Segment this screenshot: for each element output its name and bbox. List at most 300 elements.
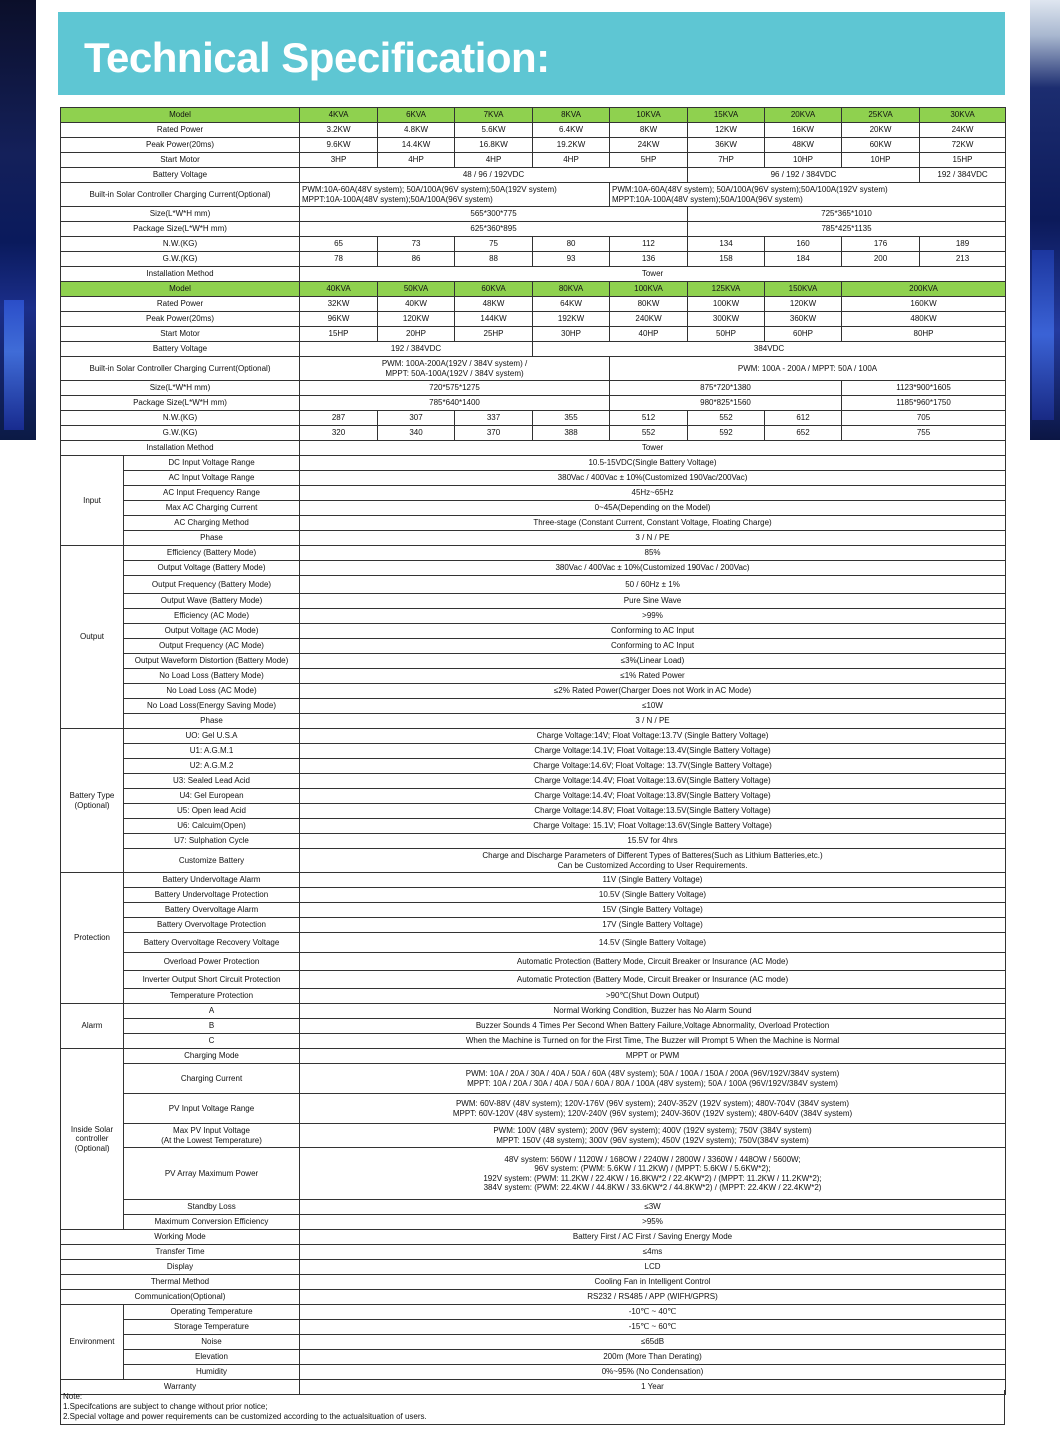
table-cell	[300, 1290, 1006, 1305]
cell-text: N.W.(KG)	[162, 413, 198, 423]
cell-text: Battery Undervoltage Protection	[154, 890, 269, 900]
table-cell	[688, 207, 1006, 222]
table-cell	[610, 426, 688, 441]
cell-text: 80HP	[913, 329, 934, 339]
table-row	[61, 1335, 1006, 1350]
table-cell	[533, 426, 610, 441]
model-name	[688, 108, 765, 123]
cell-text: 20KW	[869, 125, 892, 135]
table-row	[61, 531, 1006, 546]
table-cell	[300, 1004, 1006, 1019]
cell-text: G.W.(KG)	[162, 428, 198, 438]
row-label	[61, 267, 300, 282]
table-cell	[533, 297, 610, 312]
cell-text: Battery Overvoltage Alarm	[164, 905, 259, 915]
cell-text: U5: Open lead Acid	[177, 806, 246, 816]
cell-text: AC Input Frequency Range	[163, 488, 260, 498]
table-row	[61, 669, 1006, 684]
cell-text: 4KVA	[328, 110, 349, 120]
row-label	[124, 903, 300, 918]
model-name	[688, 282, 765, 297]
table-cell	[300, 486, 1006, 501]
table-cell	[300, 1230, 1006, 1245]
cell-text: Temperature Protection	[169, 991, 254, 1001]
cell-text: 3HP	[330, 155, 347, 165]
cell-text: PWM:10A-60A(48V system); 50A/100A(96V system);50A(192V system)	[302, 185, 557, 194]
cell-text: Input	[83, 495, 101, 505]
table-cell	[688, 123, 765, 138]
table-cell	[300, 819, 1006, 834]
cell-text: PWM: 100V (48V system); 200V (96V system); 400V (192V system); 750V (384V system)	[493, 1126, 812, 1135]
note-heading: Note:	[63, 1392, 83, 1401]
row-label	[124, 774, 300, 789]
row-label	[124, 1019, 300, 1034]
table-row	[61, 989, 1006, 1004]
cell-text: Output Frequency (AC Mode)	[159, 641, 264, 651]
cell-text: Efficiency (AC Mode)	[174, 611, 249, 621]
cell-text: 370	[486, 428, 501, 438]
table-cell	[688, 138, 765, 153]
model-name	[300, 282, 378, 297]
table-cell	[842, 297, 1006, 312]
table-cell	[688, 411, 765, 426]
cell-text: Operating Temperature	[170, 1307, 253, 1317]
table-cell	[533, 312, 610, 327]
cell-text: 50 / 60Hz ± 1%	[625, 579, 680, 589]
cell-text: 384VDC	[753, 344, 785, 354]
cell-text: 160	[796, 239, 810, 249]
cell-text: No Load Loss (Battery Mode)	[159, 671, 264, 681]
cell-text: B	[208, 1021, 215, 1031]
row-label	[124, 516, 300, 531]
table-cell	[300, 396, 610, 411]
cell-text: PWM:10A-60A(48V system); 50A/100A(96V system);50A/100A(192V system)	[612, 185, 888, 194]
cell-text: 93	[566, 254, 576, 264]
cell-text: 7KVA	[483, 110, 504, 120]
cell-text: 0%~95% (No Condensation)	[601, 1367, 704, 1377]
model-name	[378, 282, 455, 297]
table-cell	[920, 123, 1006, 138]
row-label	[124, 699, 300, 714]
cell-text: Phase	[200, 533, 223, 543]
row-label	[124, 531, 300, 546]
group-label	[61, 729, 124, 873]
cell-text: 10HP	[793, 155, 814, 165]
table-cell	[300, 933, 1006, 953]
table-cell	[300, 237, 378, 252]
table-cell	[300, 1034, 1006, 1049]
cell-text: Standby Loss	[187, 1202, 236, 1212]
table-cell	[300, 342, 533, 357]
row-label	[124, 594, 300, 609]
cell-text: Output Voltage (AC Mode)	[164, 626, 259, 636]
cell-text: (At the Lowest Temperature)	[161, 1135, 262, 1145]
cell-text: Can be Customized According to User Requirements.	[557, 860, 748, 870]
table-cell	[300, 1019, 1006, 1034]
cell-text: 48KW	[482, 299, 505, 309]
table-row	[61, 1365, 1006, 1380]
cell-text: 705	[916, 413, 931, 423]
cell-text: 16.8KW	[479, 140, 508, 150]
cell-text: 48 / 96 / 192VDC	[462, 170, 525, 180]
cell-text: 11V (Single Battery Voltage)	[602, 875, 703, 885]
table-cell	[300, 123, 378, 138]
cell-text: 125KVA	[711, 284, 741, 294]
table-cell	[300, 789, 1006, 804]
table-cell	[455, 138, 533, 153]
cell-text: Storage Temperature	[174, 1322, 250, 1332]
cell-text: Built-in Solar Controller Charging Current(Optional)	[89, 189, 271, 199]
note-line: 1.Specifcations are subject to change without prior notice;	[63, 1402, 268, 1411]
cell-text: 24KW	[951, 125, 974, 135]
model-name	[765, 282, 842, 297]
cell-text: RS232 / RS485 / APP (WIFH/GPRS)	[587, 1292, 718, 1302]
cell-text: Max PV Input Voltage	[173, 1126, 250, 1135]
row-label	[61, 252, 300, 267]
row-label	[61, 1275, 300, 1290]
cell-text: 192 / 384VDC	[937, 170, 988, 180]
cell-text: 65	[334, 239, 343, 249]
right-background-photo	[1030, 0, 1060, 440]
cell-text: 3 / N / PE	[635, 533, 670, 543]
table-cell	[610, 183, 1006, 207]
row-label	[61, 1230, 300, 1245]
cell-text: 0~45A(Depending on the Model)	[594, 503, 711, 513]
table-cell	[533, 123, 610, 138]
table-cell	[300, 1320, 1006, 1335]
table-cell	[300, 1245, 1006, 1260]
cell-text: U2: A.G.M.2	[189, 761, 234, 771]
table-row	[61, 516, 1006, 531]
table-cell	[610, 411, 688, 426]
row-label	[124, 804, 300, 819]
table-cell	[688, 312, 765, 327]
table-cell	[300, 312, 378, 327]
table-cell	[300, 971, 1006, 989]
row-label	[124, 971, 300, 989]
cell-text: 15KVA	[713, 110, 739, 120]
cell-text: Buzzer Sounds 4 Times Per Second When Battery Failure,Voltage Abnormality, Overload Protection	[475, 1021, 830, 1031]
table-cell	[765, 123, 842, 138]
table-row	[61, 1094, 1006, 1124]
table-row	[61, 123, 1006, 138]
cell-text: 384V system: (PWM: 22.4KW / 44.8KW / 33.6KW*2 / 44.8KW*2) / (MPPT: 22.4KW / 22.4KW*2)	[483, 1183, 822, 1192]
cell-text: 36KW	[715, 140, 737, 150]
table-cell	[300, 1049, 1006, 1064]
cell-text: 120KW	[402, 314, 430, 324]
row-label	[124, 1365, 300, 1380]
cell-text: Three-stage (Constant Current, Constant Voltage, Floating Charge)	[533, 518, 772, 528]
table-row	[61, 252, 1006, 267]
table-row	[61, 441, 1006, 456]
cell-text: 1185*960*1750	[896, 398, 951, 408]
page-title: Technical Specification:	[84, 34, 550, 81]
table-cell	[300, 531, 1006, 546]
cell-text: Tower	[641, 269, 664, 279]
cell-text: 10.5V (Single Battery Voltage)	[598, 890, 707, 900]
table-cell	[920, 252, 1006, 267]
model-name	[920, 108, 1006, 123]
cell-text: 4HP	[563, 155, 579, 165]
cell-text: Overload Power Protection	[163, 956, 260, 966]
table-cell	[765, 237, 842, 252]
cell-text: 85%	[644, 548, 661, 558]
row-label	[124, 654, 300, 669]
table-row	[61, 594, 1006, 609]
cell-text: 612	[796, 413, 810, 423]
cell-text: Charge Voltage:14.1V; Float Voltage:13.4V(Single Battery Voltage)	[534, 746, 771, 756]
cell-text: Normal Working Condition, Buzzer has No Alarm Sound	[553, 1006, 752, 1016]
cell-text: 20KVA	[790, 110, 816, 120]
table-row	[61, 357, 1006, 381]
cell-text: 10KVA	[636, 110, 661, 120]
table-cell	[610, 357, 1006, 381]
table-cell	[920, 168, 1006, 183]
table-cell	[300, 1275, 1006, 1290]
cell-text: Battery Voltage	[152, 170, 208, 180]
cell-text: 9.6KW	[326, 140, 351, 150]
cell-text: Size(L*W*H mm)	[149, 209, 211, 219]
table-cell	[300, 1148, 1006, 1200]
table-row	[61, 971, 1006, 989]
cell-text: 86	[411, 254, 421, 264]
cell-text: 189	[955, 239, 970, 249]
group-label	[61, 1049, 124, 1230]
cell-text: 15.5V for 4hrs	[627, 836, 678, 846]
cell-text: Charge Voltage: 15.1V; Float Voltage:13.6V(Single Battery Voltage)	[533, 821, 772, 831]
table-row	[61, 456, 1006, 471]
table-cell	[455, 426, 533, 441]
table-cell	[300, 1305, 1006, 1320]
cell-text: 1 Year	[641, 1382, 664, 1392]
model-header-row	[61, 108, 1006, 123]
cell-text: 60HP	[793, 329, 814, 339]
cell-text: Transfer Time	[155, 1247, 205, 1257]
row-label	[124, 1124, 300, 1148]
table-cell	[300, 804, 1006, 819]
table-row	[61, 576, 1006, 594]
cell-text: Charge Voltage:14.4V; Float Voltage:13.8V(Single Battery Voltage)	[534, 791, 771, 801]
cell-text: 45Hz~65Hz	[631, 488, 674, 498]
cell-text: MPPT or PWM	[625, 1051, 680, 1061]
cell-text: -15℃ ~ 60℃	[628, 1322, 677, 1332]
table-row	[61, 699, 1006, 714]
table-row	[61, 1049, 1006, 1064]
table-cell	[300, 624, 1006, 639]
row-label	[61, 282, 300, 297]
cell-text: 40HP	[638, 329, 659, 339]
table-cell	[765, 138, 842, 153]
cell-text: 4.8KW	[404, 125, 429, 135]
cell-text: 200KVA	[909, 284, 938, 294]
cell-text: 785*425*1135	[821, 224, 872, 234]
row-label	[124, 1049, 300, 1064]
table-cell	[920, 138, 1006, 153]
table-cell	[378, 411, 455, 426]
table-row	[61, 1350, 1006, 1365]
cell-text: 192 / 384VDC	[390, 344, 442, 354]
cell-text: 337	[486, 413, 501, 423]
table-cell	[300, 1124, 1006, 1148]
cell-text: MPPT: 150V (48 system); 300V (96V system); 450V (192V system); 750V(384V system)	[496, 1135, 809, 1145]
cell-text: Customize Battery	[178, 855, 245, 865]
cell-text: U1: A.G.M.1	[189, 746, 234, 756]
row-label	[124, 684, 300, 699]
row-label	[61, 396, 300, 411]
cell-text: Display	[166, 1262, 194, 1272]
cell-text: 20HP	[406, 329, 427, 339]
row-label	[124, 834, 300, 849]
cell-text: U4: Gel European	[179, 791, 244, 801]
cell-text: MPPT:10A-100A(48V system);50A/100A(96V system)	[612, 194, 803, 204]
cell-text: PWM: 100A - 200A / MPPT: 50A / 100A	[737, 363, 878, 373]
cell-text: 320	[331, 428, 346, 438]
table-row	[61, 1019, 1006, 1034]
table-row	[61, 312, 1006, 327]
cell-text: Battery First / AC First / Saving Energy Mode	[572, 1232, 733, 1242]
table-cell	[300, 888, 1006, 903]
cell-text: 75	[489, 239, 498, 249]
cell-text: 100KW	[712, 299, 740, 309]
cell-text: 785*640*1400	[429, 398, 480, 408]
cell-text: Inside Solar	[70, 1124, 114, 1134]
model-name	[842, 282, 1006, 297]
table-cell	[300, 699, 1006, 714]
table-cell	[300, 1335, 1006, 1350]
table-cell	[688, 297, 765, 312]
table-cell	[842, 381, 1006, 396]
table-cell	[765, 153, 842, 168]
cell-text: 100KVA	[634, 284, 663, 294]
row-label	[124, 729, 300, 744]
table-cell	[300, 426, 378, 441]
cell-text: 355	[564, 413, 578, 423]
cell-text: Automatic Protection (Battery Mode, Circuit Breaker or Insurance (AC Mode)	[516, 956, 789, 966]
cell-text: ≤3W	[644, 1202, 661, 1212]
row-label	[61, 138, 300, 153]
row-label	[124, 561, 300, 576]
cell-text: 60KW	[869, 140, 892, 150]
cell-text: MPPT: 10A / 20A / 30A / 40A / 50A / 60A / 80A / 100A (48V system); 50A / 100A (96V/192V/384V system)	[467, 1078, 838, 1088]
table-cell	[455, 297, 533, 312]
cell-text: 16KW	[792, 125, 814, 135]
table-cell	[688, 222, 1006, 237]
cell-text: Maximum Conversion Efficiency	[154, 1217, 269, 1227]
model-name	[533, 108, 610, 123]
table-cell	[300, 183, 610, 207]
cell-text: Package Size(L*W*H mm)	[133, 224, 227, 234]
row-label	[124, 624, 300, 639]
cell-text: Thermal Method	[150, 1277, 210, 1287]
table-row	[61, 1305, 1006, 1320]
table-cell	[688, 327, 765, 342]
cell-text: Charge and Discharge Parameters of Different Types of Batteres(Such as Lithium Batteries,etc.)	[482, 851, 823, 860]
row-label	[61, 153, 300, 168]
cell-text: U6: Calcuim(Open)	[177, 821, 246, 831]
row-label	[124, 1215, 300, 1230]
note-line: 2.Special voltage and power requirements can be customized according to the actualsituation of users.	[63, 1412, 427, 1421]
table-row	[61, 684, 1006, 699]
table-cell	[300, 834, 1006, 849]
table-cell	[533, 252, 610, 267]
table-cell	[300, 411, 378, 426]
table-cell	[300, 729, 1006, 744]
row-label	[61, 123, 300, 138]
table-row	[61, 609, 1006, 624]
cell-text: 5.6KW	[481, 125, 506, 135]
cell-text: UO: Gel U.S.A	[185, 731, 238, 741]
table-cell	[300, 774, 1006, 789]
cell-text: 10.5-15VDC(Single Battery Voltage)	[588, 458, 717, 468]
table-cell	[300, 1200, 1006, 1215]
row-label	[124, 1335, 300, 1350]
cell-text: Built-in Solar Controller Charging Current(Optional)	[89, 363, 271, 373]
row-label	[124, 1200, 300, 1215]
table-cell	[842, 312, 1006, 327]
cell-text: Battery Voltage	[152, 344, 208, 354]
table-row	[61, 1215, 1006, 1230]
cell-text: Output	[79, 632, 104, 642]
cell-text: 980*825*1560	[700, 398, 751, 408]
cell-text: N.W.(KG)	[162, 239, 198, 249]
cell-text: 78	[334, 254, 343, 264]
model-name	[300, 108, 378, 123]
table-cell	[300, 576, 1006, 594]
cell-text: Installation Method	[146, 443, 214, 453]
cell-text: Peak Power(20ms)	[145, 314, 215, 324]
table-cell	[378, 426, 455, 441]
table-cell	[610, 381, 842, 396]
row-label	[124, 1148, 300, 1200]
table-cell	[300, 1215, 1006, 1230]
cell-text: MPPT: 60V-120V (48V system); 120V-240V (96V system); 240V-360V (192V system); 480V-640V (384V system)	[452, 1108, 853, 1118]
table-row	[61, 501, 1006, 516]
row-label	[124, 759, 300, 774]
cell-text: >95%	[642, 1217, 663, 1227]
cell-text: U3: Sealed Lead Acid	[173, 776, 250, 786]
row-label	[61, 411, 300, 426]
table-row	[61, 222, 1006, 237]
cell-text: Rated Power	[156, 299, 204, 309]
cell-text: ≤10W	[642, 701, 663, 711]
row-label	[124, 819, 300, 834]
table-row	[61, 729, 1006, 744]
notes	[60, 1390, 1005, 1425]
row-label	[61, 312, 300, 327]
table-row	[61, 411, 1006, 426]
cell-text: No Load Loss(Energy Saving Mode)	[147, 701, 276, 711]
cell-text: Charging Current	[180, 1073, 243, 1083]
model-name	[610, 108, 688, 123]
row-label	[124, 456, 300, 471]
cell-text: Noise	[201, 1337, 222, 1347]
table-cell	[378, 327, 455, 342]
table-row	[61, 561, 1006, 576]
table-cell	[300, 639, 1006, 654]
table-row	[61, 381, 1006, 396]
row-label	[124, 933, 300, 953]
cell-text: No Load Loss (AC Mode)	[166, 686, 257, 696]
cell-text: 88	[489, 254, 498, 264]
row-label	[61, 222, 300, 237]
model-name	[455, 108, 533, 123]
cell-text: 17V (Single Battery Voltage)	[602, 920, 703, 930]
row-label	[124, 1350, 300, 1365]
cell-text: 50KVA	[403, 284, 429, 294]
row-label	[124, 1094, 300, 1124]
cell-text: PWM: 100A-200A(192V / 384V system) /	[381, 359, 528, 368]
table-row	[61, 1290, 1006, 1305]
